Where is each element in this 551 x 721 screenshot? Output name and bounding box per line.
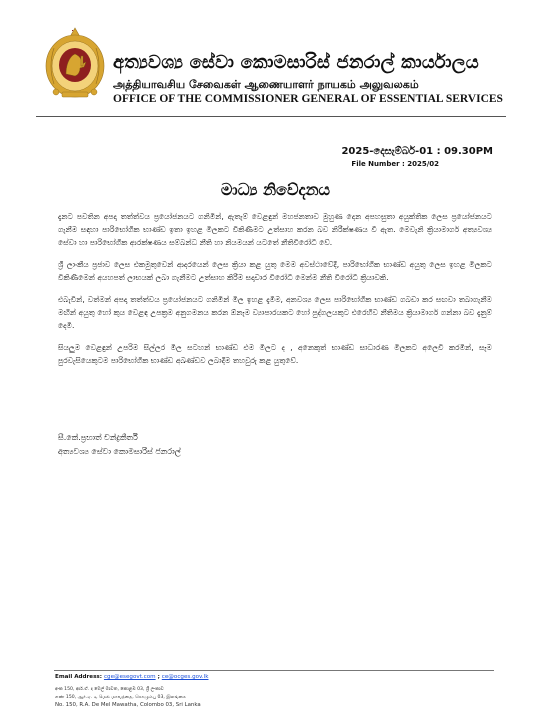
office-title-sinhala: අත්‍යවශ්‍ය සේවා කොමසාරිස් ජනරාල් කාර්යාලය	[113, 52, 479, 73]
signature-block	[58, 431, 181, 459]
header-divider	[36, 116, 506, 117]
sri-lanka-emblem-icon	[42, 26, 108, 102]
paragraph-1: දැනට පවතින අපදා තත්ත්වය ප්‍රයෝජනයට ගනිමින්, ඇතැම් වෙළඳුන් මහජනතාව මුහුණ දෙන අපහසුතා අයුක්තික ලෙස ප්‍රයෝජනයට ගැනීම සඳහා පාරිභෝගික භාණ්ඩ ඉතා ඉහළ මිලකට විකිණීමට උත්සාහ කරන බව නිරීක්ෂණය වී ඇත. මෙවැනි ක්‍රියාමාර්ග අත්‍යවශ්‍ය සේවා හා පාරිභෝගික ආරක්ෂණය සම්බන්ධ නීති හා නියමයන් යටතේ නීතිවිරෝධී වේ.	[58, 212, 492, 247]
address-sinhala: අංක 150, ආර්.ඒ. ද මෙල් මාවත, කොළඹ 03, ශ්‍රී ලංකාව	[55, 687, 164, 692]
page-title: මාධ්‍ය නිවේදනය	[220, 180, 331, 199]
file-number: File Number : 2025/02	[351, 160, 439, 168]
signatory-position: අත්‍යවශ්‍ය සේවා කොමසාරිස් ජනරාල්	[58, 447, 181, 456]
email-link-1[interactable]: cge@esegovt.com	[103, 674, 156, 680]
email-label: Email Address:	[55, 674, 102, 680]
signatory-name: සී.කේ.ප්‍රභාත් චන්ද්‍රකීර්ති	[58, 433, 138, 442]
office-title-tamil: அத்தியாவசிய சேவைகள் ஆணையாளர் நாயகம் அலுவலகம்	[113, 78, 419, 91]
email-separator: ;	[157, 674, 160, 680]
footer-email	[55, 674, 209, 680]
footer-divider	[54, 670, 494, 671]
office-title-english: OFFICE OF THE COMMISSIONER GENERAL OF ESSENTIAL SERVICES	[113, 93, 503, 105]
email-link-2[interactable]: ce@ocges.gov.lk	[161, 674, 209, 680]
paragraph-2: ශ්‍රී ලාංකීය ප්‍රජාව ලෙස එකමුතුවෙන් ආදරයෙන් ලෙස ක්‍රියා කළ යුතු මෙම අවස්ථාවේදී, පාරිභෝගික භාණ්ඩ අයුතු ලෙස ඉහළ මිලකට විකිණීමෙන් අයහපත් ලාභයක් ලබා ගැනීමට උත්සාහ කිරීම සදාචාර විරෝධී මෙන්ම නීති විරෝධී ක්‍රියාවකි.	[58, 260, 492, 282]
paragraph-3: එබැවින්, වත්මන් අපදා තත්ත්වය ප්‍රයෝජනයට ගනිමින් මිල ඉහළ දැමීම, අනවශ්‍ය ලෙස පාරිභෝගික භාණ්ඩ ගබඩා කර සඟවා තබාගැනීම මඟින් අයුතු හෝ කුය වෙළඳ උපක්‍රම අනුගමනය කරන ඕනෑම ව්‍යාපාරයකට හෝ පුද්ගලයකුට එරෙහිව නීතිමය ක්‍රියාමාර්ග ගන්නා බව දැනුම් දෙමි.	[58, 295, 492, 330]
body-text	[58, 210, 492, 376]
release-date: 2025-දෙසැම්බර්-01 : 09.30PM	[341, 146, 493, 157]
paragraph-4: සියලුම වෙළඳුන් උපරිම සිල්ලර මිල සටහන් භාණ්ඩ එම මිලට ද , අනෙකුත් භාණ්ඩ සාධාරණ මිලකට අලෙවි කරමින්, සෑම පුරවැසියෙකුටම පාරිභෝගික භාණ්ඩ අඛණ්ඩව ලබාදීම තහවුරු කළ යුතුවේ.	[58, 343, 492, 365]
address-tamil: எண் 150, ஆர்.ஏ. டி மெல் மாவத்தை, கொழும்பு 03, இலங்கை	[55, 695, 186, 700]
address-english: No. 150, R.A. De Mel Mawatha, Colombo 03, Sri Lanka	[55, 702, 201, 708]
